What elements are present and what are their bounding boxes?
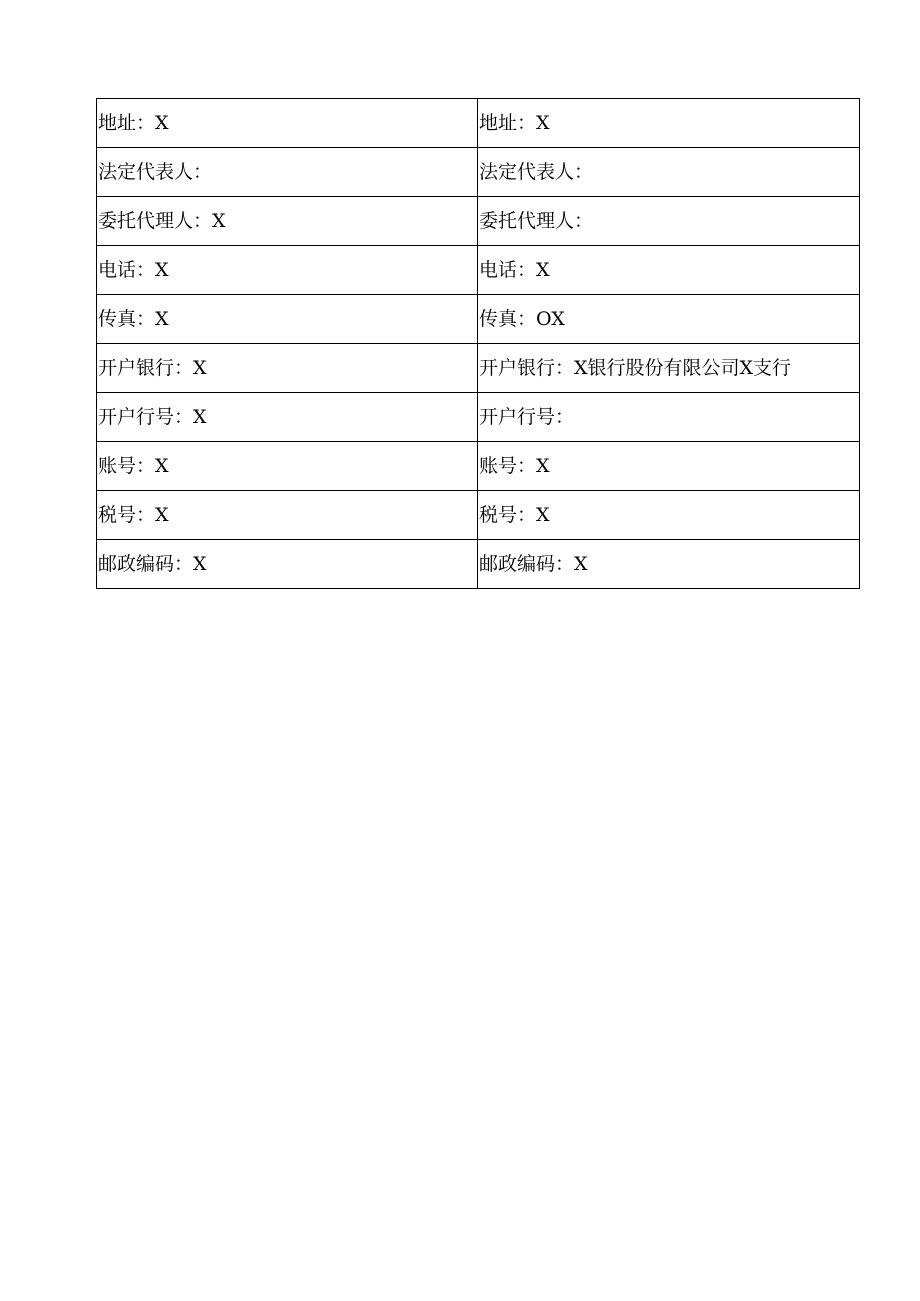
party-b-bank-code-cell: 开户行号： [478, 393, 860, 442]
party-b-phone-cell: 电话：X [478, 246, 860, 295]
table-row [97, 442, 860, 491]
party-a-phone-cell: 电话：X [97, 246, 478, 295]
table-row [97, 99, 860, 148]
table-row [97, 344, 860, 393]
party-a-postal-code-cell: 邮政编码：X [97, 540, 478, 589]
table-row [97, 197, 860, 246]
table-row [97, 540, 860, 589]
party-a-tax-id-cell: 税号：X [97, 491, 478, 540]
table-row [97, 148, 860, 197]
party-b-account-cell: 账号：X [478, 442, 860, 491]
party-a-agent-cell: 委托代理人：X [97, 197, 478, 246]
party-b-address-cell: 地址：X [478, 99, 860, 148]
party-info-table [96, 98, 860, 589]
table-row [97, 246, 860, 295]
party-b-fax-cell: 传真：OX [478, 295, 860, 344]
party-a-address-cell: 地址：X [97, 99, 478, 148]
party-b-bank-cell: 开户银行：X银行股份有限公司X支行 [478, 344, 860, 393]
party-a-bank-cell: 开户银行：X [97, 344, 478, 393]
table-row [97, 295, 860, 344]
party-a-fax-cell: 传真：X [97, 295, 478, 344]
party-a-account-cell: 账号：X [97, 442, 478, 491]
table-row [97, 393, 860, 442]
party-a-bank-code-cell: 开户行号：X [97, 393, 478, 442]
table-row [97, 491, 860, 540]
party-b-tax-id-cell: 税号：X [478, 491, 860, 540]
party-b-postal-code-cell: 邮政编码：X [478, 540, 860, 589]
party-b-legal-representative-cell: 法定代表人： [478, 148, 860, 197]
party-b-agent-cell: 委托代理人： [478, 197, 860, 246]
party-a-legal-representative-cell: 法定代表人： [97, 148, 478, 197]
